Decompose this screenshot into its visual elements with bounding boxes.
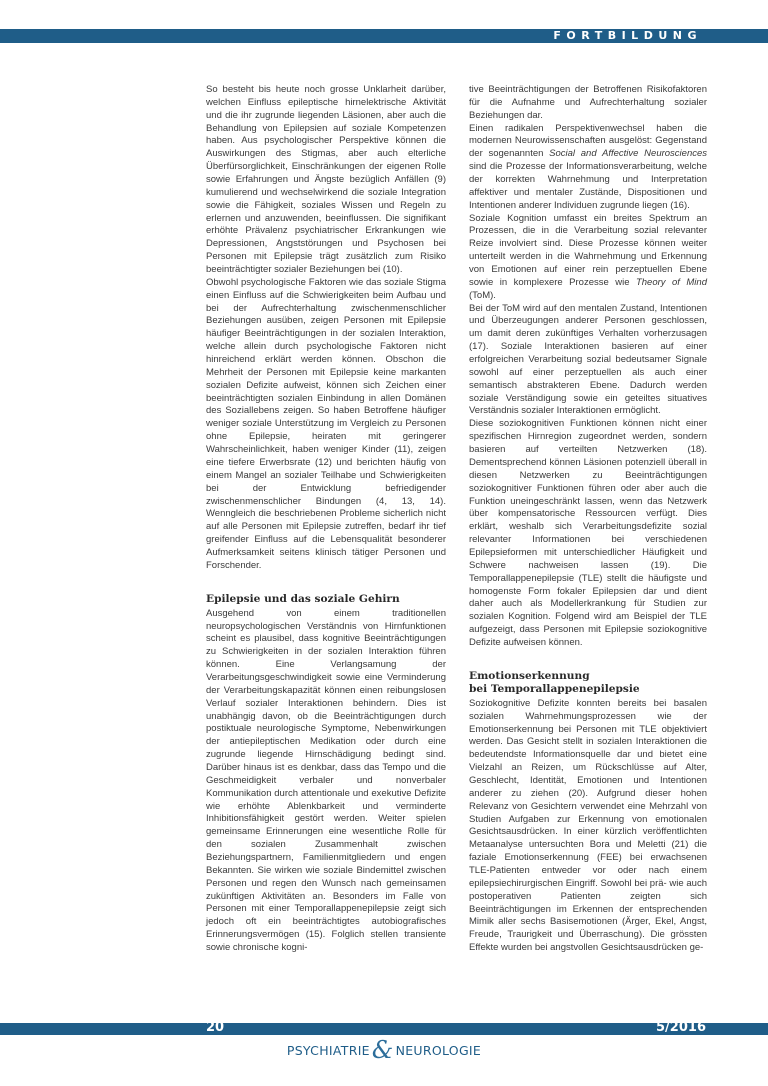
paragraph: Soziokognitive Defizite konnten bereits bei basalen sozialen Wahrnehmungsprozessen wie der Emotionserkennung bei Personen mit TLE objektiviert werden. Das Gesicht stellt in sozialen Interaktionen die bedeutendste Informationsquelle dar und bietet eine Vielzahl an Reizen, um Rückschlüsse auf Alter, Geschlecht, Identität, Emotionen und Intentionen anderer zu ziehen (20). Aufgrund dieser hohen Relevanz von Gesichtern verwendet eine Mehrzahl von Studien Aufgaben zur Erkennung von emotionalen Gesichtsausdrücken. In einer kürzlich veröffentlichten Metaanalyse untersuchten Bora und Meletti (21) die faziale Emotionserkennung (FEE) bei erwachsenen TLE-Patienten entweder vor oder nach einem epilepsiechirurgischen Eingriff. Sowohl bei prä- wie auch postoperativen Patienten zeigten sich Beeinträchtigungen im Erkennen der entsprechenden Mimik aller sechs Basisemotionen (Ärger, Ekel, Angst, Freude, Traurigkeit und Überraschung). Die grössten Effekte wurden bei angstvollen Gesichtsausdrücken ge- (469, 697, 707, 954)
paragraph: Bei der ToM wird auf den mentalen Zustand, Intentionen und Überzeugungen anderer Personen geschlossen, um damit deren zukünftiges Verhalten vorherzusagen (17). Soziale Interaktionen basieren auf einer erfolgreichen Verarbeitung sozial bedeutsamer Signale sowohl auf einer perzeptuellen als auch einer semantisch abstrakteren Ebene. Dadurch werden soziale Verständigung sowie ein geteiltes situatives Verständnis sozialer Interaktionen ermöglicht. (469, 302, 707, 417)
paragraph: So besteht bis heute noch grosse Unklarheit darüber, welchen Einfluss epileptische hirnelektrische Aktivität und die ihr zugrunde liegenden Läsionen, aber auch die Behandlung von Epilepsien auf soziale Kompetenzen haben. Aus psychologischer Perspektive können die Auswirkungen des Stigmas, aber auch elterliche Überfürsorglichkeit, Einschränkungen der eigenen Rolle sowie Erfahrungen und Ängste bezüglich Anfällen (9) kumulierend und wechselwirkend die soziale Integration sowie die Fähigkeit, soziales Wissen und Regeln zu erlernen und anzuwenden, beeinflussen. Die signifikant erhöhte Prävalenz psychiatrischer Erkrankungen wie Depressionen, Angststörungen und Psychosen bei Personen mit Epilepsie trägt zusätzlich zum Risiko beeinträchtigter sozialer Beziehungen bei (10). (206, 84, 446, 276)
section-heading (469, 670, 707, 696)
journal-logo (0, 1038, 768, 1063)
section-label: FORTBILDUNG (553, 29, 702, 42)
page-number: 20 (206, 1020, 225, 1035)
ampersand: & (371, 1036, 394, 1064)
left-column (206, 84, 446, 955)
paragraph: tive Beeinträchtigungen der Betroffenen Risikofaktoren für die Aufnahme und Aufrechterhaltung sozialer Beziehungen dar. (469, 84, 707, 121)
paragraph: Diese soziokognitiven Funktionen können nicht einer spezifischen Hirnregion zugeordnet werden, sondern basieren auf verteilten Netzwerken (18). Dementsprechend können Läsionen potenziell überall in diesen Netzwerken zu Beeinträchtigungen soziokognitiver Funktionen führen oder aber auch die Funktion uneingeschränkt lassen, wenn das Netzwerk über kompensatorische Ressourcen verfügt. Dies erklärt, weshalb sich Verarbeitungsdefizite sozial relevanter Informationen bei verschiedenen Epilepsieformen mit unterschiedlicher Häufigkeit und Schwere nachweisen lassen (19). Die Temporallappenepilepsie (TLE) stellt die häufigste und homogenste Form fokaler Epilepsien dar und dient daher auch als Modellerkrankung für Studien zur sozialen Kognition. Folgend wird am Beispiel der TLE aufgezeigt, dass Personen mit Epilepsie soziokognitive Defizite aufweisen können. (469, 418, 707, 648)
emphasis: Theory of Mind (635, 276, 707, 288)
issue-number: 5/2016 (656, 1020, 706, 1035)
text-run: Soziale Kognition umfasst ein breites Spektrum an Prozessen, die in die Verarbeitung sozial relevanter Reize involviert sind. Diese Prozesse können weiter unterteilt werden in die Wahrnehmung und Erkennung von Emotionen auf einer rein perzeptuellen Ebene sowie in komplexere Prozesse wie (469, 212, 707, 288)
paragraph: Ausgehend von einem traditionellen neuropsychologischen Verständnis von Hirnfunktionen scheint es plausibel, dass kognitive Beeinträchtigungen zu Schwierigkeiten in der sozialen Interaktion führen können. Eine Verlangsamung der Verarbeitungsgeschwindigkeit sowie eine Verminderung der Verarbeitungskapazität können einen reibungslosen Verlauf sozialer Interaktionen behindern. Dies ist unabhängig davon, ob die Beeinträchtigungen durch postiktuale neurologische Symptome, Nebenwirkungen der antiepileptischen Medikation oder durch eine zugrunde liegende Hirnschädigung bedingt sind. Darüber hinaus ist es denkbar, dass das Tempo und die Geschmeidigkeit verbaler und nonverbaler Kommunikation durch attentionale und exekutive Defizite wie erhöhte Ablenkbarkeit und verminderte Inhibitionsfähigkeit gestört werden. Weiter spielen gemeinsame Erinnerungen eine wesentliche Rolle für den sozialen Zusammenhalt zwischen Beziehungspartnern, Familienmitgliedern und engen Bekannten. Sie wirken wie soziale Bindemittel zwischen Personen und regen den Wunsch nach gemeinsamen zukünftigen Aktivitäten an. Besonders im Falle von Personen mit einer Temporallappenepilepsie zeigt sich jedoch oft ein beeinträchtigtes autobiografisches Erinnerungsvermögen (15). Folglich stellen transiente sowie chronische kogni- (206, 607, 446, 953)
paragraph: Obwohl psychologische Faktoren wie das soziale Stigma einen Einfluss auf die Schwierigkeiten beim Aufbau und bei der Aufrechterhaltung zwischenmenschlicher Beziehungen ausüben, zeigen Personen mit Epilepsie häufiger Beeinträchtigungen in der sozialen Interaktion, welche allein durch psychologische Faktoren nicht hinreichend erklärt werden können. Obschon die Mehrheit der Personen mit Epilepsie keine markanten sozialen Defizite aufweist, können sich Zeichen einer beeinträchtigten sozialen Einbindung in allen Domänen des Soziallebens zeigen. So haben Betroffene häufiger weniger soziale Unterstützung im Vergleich zu Personen ohne Epilepsie, heiraten mit geringerer Wahrscheinlichkeit, haben weniger Kinder (11), zeigen eine tiefere Erwerbsrate (12) und berichten häufig von einem Mangel an sozialer Teilhabe und Schwierigkeiten bei der Entwicklung befriedigender zwischenmenschlicher Bindungen (4, 13, 14). Wenngleich die beschriebenen Probleme sicherlich nicht auf alle Personen mit Epilepsie zutreffen, bedarf ihr tief greifender Einfluss auf die Lebensqualität besonderer Aufmerksamkeit seitens klinisch tätiger Personen und Forschender. (206, 276, 446, 571)
footer-band (0, 1023, 768, 1035)
paragraph (469, 123, 707, 213)
right-column (469, 84, 707, 955)
text-run: Einen radikalen Perspektivenwechsel haben die modernen Neurowissenschaften ausgelöst: Gegenstand der sogenannten (469, 122, 707, 160)
heading-line: bei Temporallappenepilepsie (469, 682, 640, 695)
text-run: (ToM). (469, 289, 496, 301)
emphasis: Social and Affective Neurosciences (549, 148, 708, 160)
heading-line: Emotionserkennung (469, 669, 590, 682)
section-heading: Epilepsie und das soziale Gehirn (206, 592, 400, 605)
journal-name-part: PSYCHIATRIE (286, 1043, 370, 1058)
journal-name-part: NEUROLOGIE (395, 1043, 482, 1058)
text-run: sind die Prozesse der Informationsverarbeitung, welche der korrekten Wahrnehmung und Interpretation affektiver und mentaler Zustände, Dispositionen und Intentionen anderer Individuen zugrunde liegen (16). (469, 161, 707, 211)
paragraph (469, 213, 707, 303)
